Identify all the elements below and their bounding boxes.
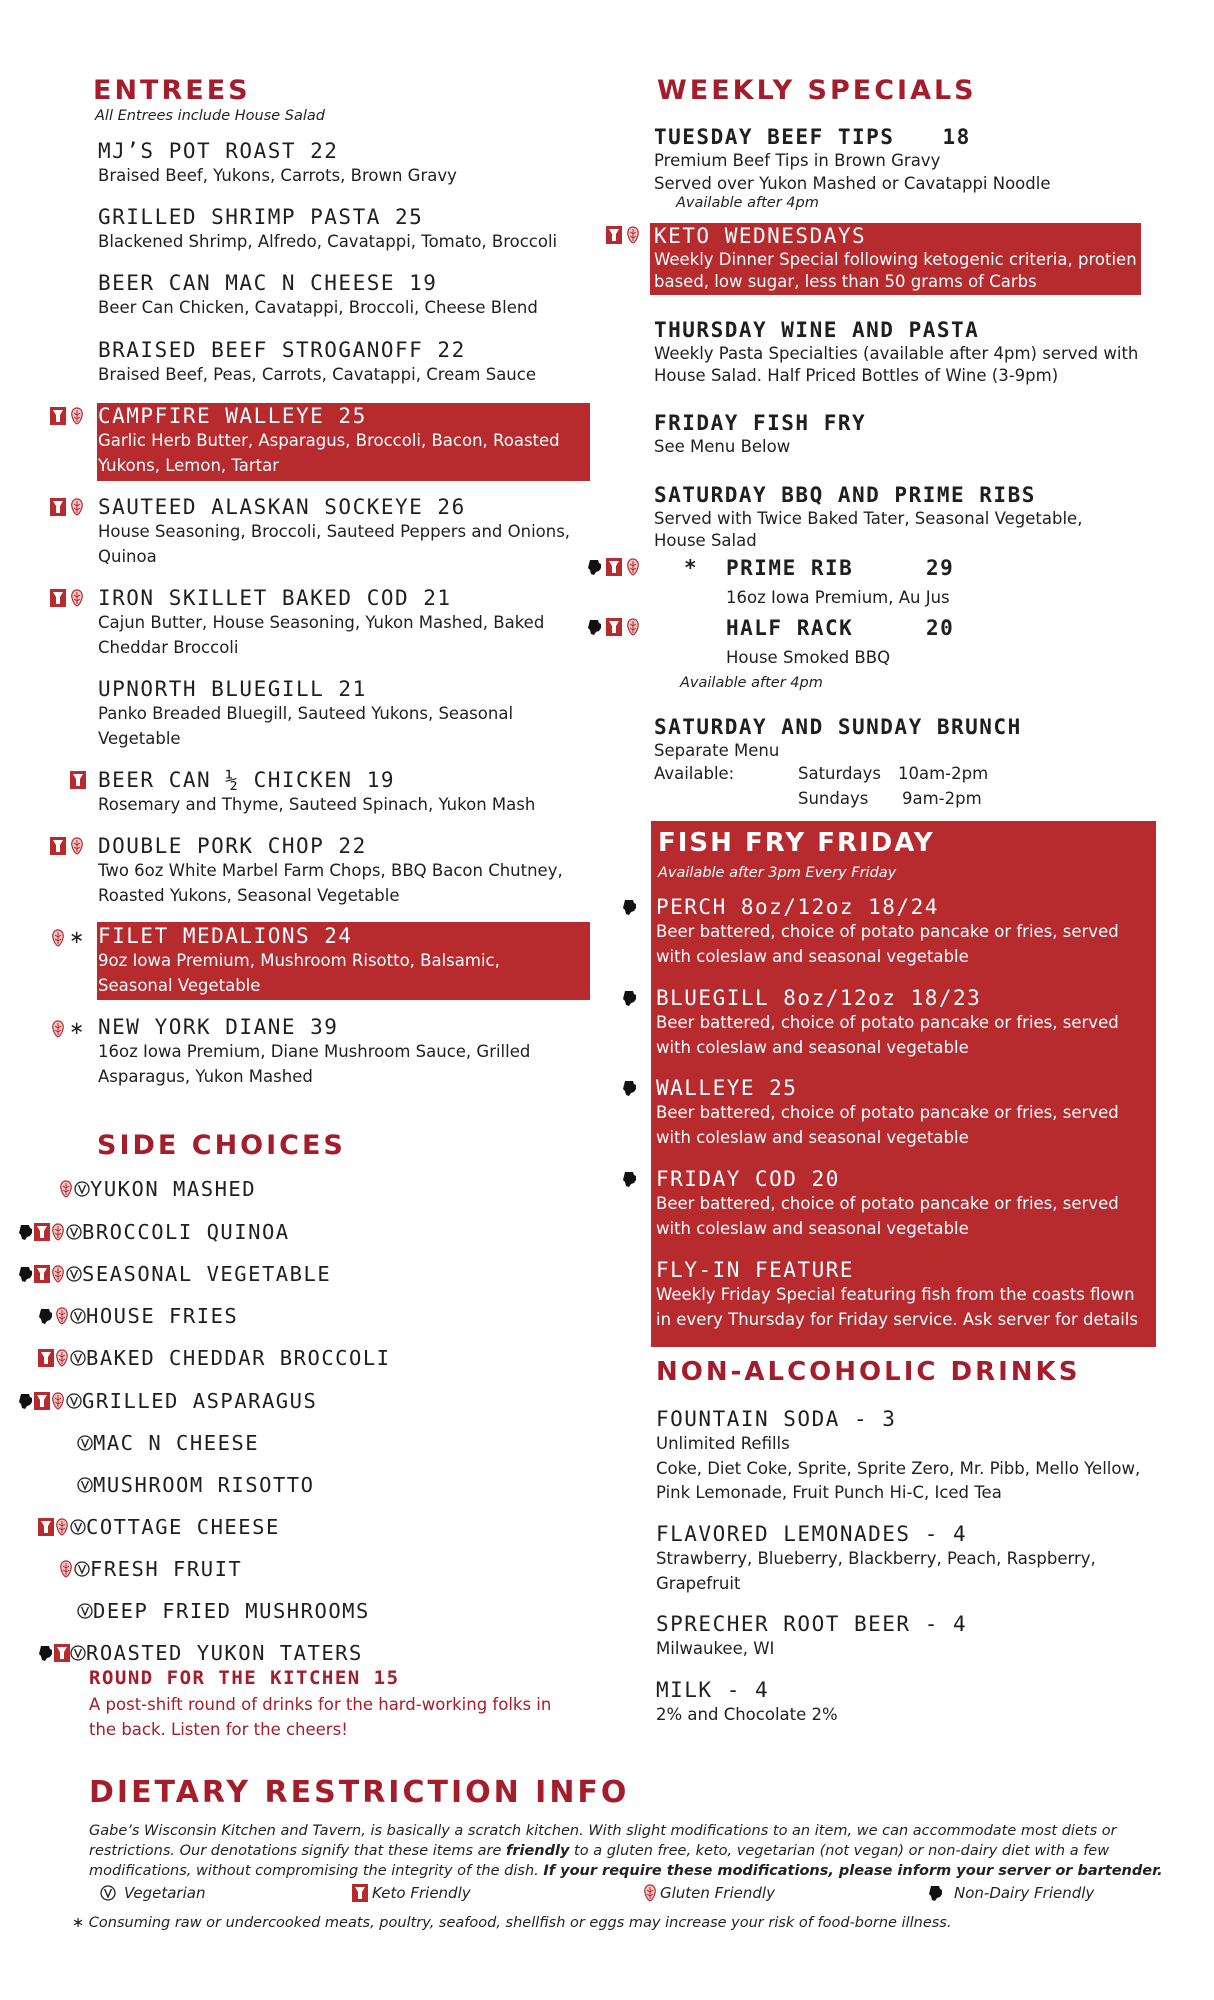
entrees-note: All Entrees include House Salad bbox=[95, 108, 325, 124]
entree-name: NEW YORK DIANE 39 bbox=[98, 1015, 339, 1039]
legend-vegetarian bbox=[100, 1884, 205, 1902]
non-dairy-icon bbox=[587, 618, 603, 636]
dietary-emphasis: friendly bbox=[506, 1843, 570, 1859]
non-dairy-icon bbox=[622, 1170, 638, 1188]
diet-icons bbox=[50, 927, 84, 948]
entree-item[interactable] bbox=[98, 139, 598, 189]
drink-item[interactable] bbox=[656, 1407, 1156, 1506]
entree-item[interactable] bbox=[98, 495, 598, 569]
fish-item[interactable] bbox=[656, 1167, 1151, 1241]
entree-desc: Braised Beef, Yukons, Carrots, Brown Gravy bbox=[98, 166, 457, 185]
fish-name: FLY-IN FEATURE bbox=[656, 1258, 855, 1282]
special-name: TUESDAY BEEF TIPS bbox=[654, 125, 895, 149]
side-item[interactable] bbox=[18, 1262, 331, 1286]
entree-desc: Blackened Shrimp, Alfredo, Cavatappi, Tomato, Broccoli bbox=[98, 232, 558, 251]
drink-desc: Milwaukee, WI bbox=[656, 1639, 775, 1658]
vegetarian-icon bbox=[70, 1307, 86, 1325]
gluten-friendly-icon bbox=[50, 1265, 66, 1283]
fish-name: WALLEYE 25 bbox=[656, 1076, 798, 1100]
side-item[interactable] bbox=[58, 1177, 256, 1201]
entree-name: SAUTEED ALASKAN SOCKEYE 26 bbox=[98, 495, 466, 519]
gluten-friendly-icon bbox=[50, 1020, 66, 1038]
brunch-day: Saturdays bbox=[798, 764, 881, 783]
vegetarian-icon bbox=[66, 1392, 82, 1410]
side-item[interactable] bbox=[38, 1641, 363, 1665]
legend-label: Non-Dairy Friendly bbox=[954, 1884, 1095, 1902]
non-dairy-icon bbox=[18, 1223, 34, 1241]
side-name: BROCCOLI QUINOA bbox=[82, 1220, 290, 1244]
entree-desc: Rosemary and Thyme, Sauteed Spinach, Yukon Mash bbox=[98, 795, 536, 814]
side-name: MAC N CHEESE bbox=[93, 1431, 260, 1455]
entree-desc: Garlic Herb Butter, Asparagus, Broccoli, Bacon, Roasted Yukons, Lemon, Tartar bbox=[98, 431, 560, 475]
brunch-day: Sundays bbox=[798, 788, 869, 808]
non-dairy-icon bbox=[622, 1079, 638, 1097]
diet-icons bbox=[587, 618, 641, 636]
round-for-kitchen-name[interactable]: ROUND FOR THE KITCHEN 15 bbox=[89, 1667, 400, 1689]
dietary-text: to a gluten free, keto, vegetarian (not vegan) or non-dairy diet with a few modifications, without compromising the integrity of the dish. bbox=[89, 1843, 1110, 1879]
keto-icon bbox=[70, 771, 86, 789]
keto-icon bbox=[606, 618, 622, 636]
special-thursday[interactable] bbox=[654, 318, 1154, 387]
entree-desc: Panko Breaded Bluegill, Sauteed Yukons, Seasonal Vegetable bbox=[98, 704, 514, 748]
side-name: DEEP FRIED MUSHROOMS bbox=[93, 1599, 370, 1623]
fish-name: PERCH 8oz/12oz 18/24 bbox=[656, 895, 939, 919]
entree-name: BEER CAN ½ CHICKEN 19 bbox=[98, 768, 396, 792]
drink-item[interactable] bbox=[656, 1678, 1126, 1728]
drink-item[interactable] bbox=[656, 1612, 1126, 1662]
side-item[interactable] bbox=[77, 1473, 314, 1497]
non-dairy-icon bbox=[18, 1392, 34, 1410]
special-friday[interactable] bbox=[654, 411, 1154, 458]
vegetarian-icon bbox=[70, 1644, 86, 1662]
vegetarian-icon bbox=[77, 1434, 93, 1452]
keto-icon bbox=[34, 1265, 50, 1283]
special-desc: See Menu Below bbox=[654, 437, 791, 456]
non-dairy-icon bbox=[18, 1265, 34, 1283]
gluten-friendly-icon bbox=[642, 1884, 658, 1902]
side-name: COTTAGE CHEESE bbox=[86, 1515, 280, 1539]
gluten-friendly-icon bbox=[50, 1223, 66, 1241]
keto-icon bbox=[50, 837, 66, 855]
entree-desc: Braised Beef, Peas, Carrots, Cavatappi, Cream Sauce bbox=[98, 365, 536, 384]
special-price: 29 bbox=[926, 556, 955, 580]
gluten-friendly-icon bbox=[625, 558, 641, 576]
vegetarian-icon bbox=[77, 1476, 93, 1494]
diet-icons bbox=[50, 1018, 84, 1039]
gluten-friendly-icon bbox=[54, 1307, 70, 1325]
entree-name: UPNORTH BLUEGILL 21 bbox=[98, 677, 367, 701]
dietary-instruction: If your require these modifications, please inform your server or bartender. bbox=[543, 1863, 1163, 1879]
side-item[interactable] bbox=[38, 1304, 238, 1328]
gluten-friendly-icon bbox=[58, 1180, 74, 1198]
fish-name: FRIDAY COD 20 bbox=[656, 1167, 840, 1191]
side-name: HOUSE FRIES bbox=[86, 1304, 239, 1328]
gluten-friendly-icon bbox=[69, 589, 85, 607]
side-name: FRESH FRUIT bbox=[90, 1557, 243, 1581]
entree-name: IRON SKILLET BAKED COD 21 bbox=[98, 586, 452, 610]
keto-icon bbox=[50, 589, 66, 607]
entree-item[interactable] bbox=[98, 834, 598, 908]
side-item[interactable] bbox=[18, 1389, 317, 1413]
vegetarian-icon bbox=[70, 1349, 86, 1367]
entree-item[interactable] bbox=[98, 205, 598, 255]
entree-item[interactable] bbox=[98, 768, 598, 818]
side-item[interactable] bbox=[77, 1599, 370, 1623]
entree-name: GRILLED SHRIMP PASTA 25 bbox=[98, 205, 424, 229]
drinks-heading: NON-ALCOHOLIC DRINKS bbox=[656, 1357, 1081, 1387]
keto-icon bbox=[606, 558, 622, 576]
gluten-friendly-icon bbox=[58, 1560, 74, 1578]
special-desc: Weekly Pasta Specialties (available after 4pm) served with House Salad. Half Priced Bottles of Wine (3-9pm) bbox=[654, 344, 1139, 385]
special-saturday[interactable] bbox=[654, 483, 1094, 552]
entree-name: MJ’S POT ROAST 22 bbox=[98, 139, 339, 163]
entree-item[interactable] bbox=[98, 271, 598, 321]
special-brunch[interactable] bbox=[654, 715, 1154, 811]
raw-warning-star: * bbox=[684, 556, 699, 580]
special-name: PRIME RIB bbox=[726, 556, 854, 580]
special-desc: Premium Beef Tips in Brown Gravy bbox=[654, 151, 941, 170]
drink-name: FOUNTAIN SODA - 3 bbox=[656, 1407, 897, 1431]
gluten-friendly-icon bbox=[625, 226, 641, 244]
non-dairy-icon bbox=[622, 898, 638, 916]
side-name: YUKON MASHED bbox=[90, 1177, 257, 1201]
drink-name: SPRECHER ROOT BEER - 4 bbox=[656, 1612, 968, 1636]
side-name: GRILLED ASPARAGUS bbox=[82, 1389, 318, 1413]
non-dairy-icon bbox=[38, 1644, 54, 1662]
vegetarian-icon bbox=[66, 1265, 82, 1283]
fish-fry-heading: FISH FRY FRIDAY bbox=[658, 828, 935, 858]
entree-item[interactable] bbox=[98, 924, 568, 998]
entree-item[interactable] bbox=[98, 404, 568, 478]
drink-desc: 2% and Chocolate 2% bbox=[656, 1705, 838, 1724]
sides-heading: SIDE CHOICES bbox=[97, 1130, 346, 1161]
diet-icons bbox=[50, 837, 85, 855]
drink-name: FLAVORED LEMONADES - 4 bbox=[656, 1522, 968, 1546]
specials-heading: WEEKLY SPECIALS bbox=[657, 75, 977, 106]
raw-warning-star: ∗ bbox=[69, 1018, 85, 1039]
entree-name: CAMPFIRE WALLEYE 25 bbox=[98, 404, 367, 428]
entree-name: FILET MEDALIONS 24 bbox=[98, 924, 353, 948]
gluten-friendly-icon bbox=[54, 1518, 70, 1536]
entree-item[interactable] bbox=[98, 677, 598, 751]
entree-item[interactable] bbox=[98, 586, 598, 660]
special-desc: Separate Menu bbox=[654, 741, 780, 760]
special-prime-rib[interactable] bbox=[684, 556, 1104, 611]
special-name: SATURDAY BBQ AND PRIME RIBS bbox=[654, 483, 1036, 507]
side-name: MUSHROOM RISOTTO bbox=[93, 1473, 315, 1497]
brunch-time: 9am-2pm bbox=[902, 788, 982, 808]
vegetarian-icon bbox=[74, 1560, 90, 1578]
special-tuesday[interactable] bbox=[654, 125, 1154, 211]
diet-icons bbox=[50, 498, 85, 516]
dietary-text: Gabe’s Wisconsin Kitchen and Tavern, is basically a scratch kitchen. With slight modifications to an item, we can accommodate most diets or restrictions. Our denotations signify that these items are bbox=[89, 1823, 1117, 1859]
side-item[interactable] bbox=[77, 1431, 259, 1455]
non-dairy-icon bbox=[38, 1307, 54, 1325]
legend-label: Vegetarian bbox=[124, 1884, 206, 1902]
side-name: SEASONAL VEGETABLE bbox=[82, 1262, 332, 1286]
entree-desc: Cajun Butter, House Seasoning, Yukon Mashed, Baked Cheddar Broccoli bbox=[98, 613, 545, 657]
dietary-body bbox=[89, 1821, 1169, 1881]
special-name: HALF RACK bbox=[726, 616, 854, 640]
entree-desc: Beer Can Chicken, Cavatappi, Broccoli, Cheese Blend bbox=[98, 298, 538, 317]
round-for-kitchen-desc: A post-shift round of drinks for the hard-working folks in the back. Listen for the cheers! bbox=[89, 1695, 552, 1739]
fish-desc: Beer battered, choice of potato pancake or fries, served with coleslaw and seasonal vegetable bbox=[656, 1194, 1119, 1238]
side-name: ROASTED YUKON TATERS bbox=[86, 1641, 363, 1665]
special-name: SATURDAY AND SUNDAY BRUNCH bbox=[654, 715, 1022, 739]
fish-item[interactable] bbox=[656, 986, 1151, 1060]
gluten-friendly-icon bbox=[625, 618, 641, 636]
dietary-heading: DIETARY RESTRICTION INFO bbox=[89, 1775, 630, 1810]
raw-food-warning: ∗ Consuming raw or undercooked meats, poultry, seafood, shellfish or eggs may increase your risk of food-borne illness. bbox=[72, 1915, 952, 1931]
non-dairy-icon bbox=[587, 558, 603, 576]
keto-icon bbox=[352, 1884, 368, 1902]
fish-desc: Beer battered, choice of potato pancake or fries, served with coleslaw and seasonal vegetable bbox=[656, 1013, 1119, 1057]
side-item[interactable] bbox=[38, 1515, 280, 1539]
legend-non-dairy bbox=[928, 1884, 1094, 1902]
gluten-friendly-icon bbox=[69, 837, 85, 855]
entree-name: BEER CAN MAC N CHEESE 19 bbox=[98, 271, 438, 295]
diet-icons bbox=[606, 226, 641, 244]
brunch-time: 10am-2pm bbox=[898, 764, 989, 783]
diet-icons bbox=[587, 558, 641, 576]
special-name: THURSDAY WINE AND PASTA bbox=[654, 318, 980, 342]
diet-icons bbox=[50, 589, 85, 607]
entree-desc: 9oz Iowa Premium, Mushroom Risotto, Balsamic, Seasonal Vegetable bbox=[98, 951, 500, 995]
legend-gluten bbox=[642, 1884, 775, 1902]
entree-desc: Two 6oz White Marbel Farm Chops, BBQ Bacon Chutney, Roasted Yukons, Seasonal Vegetable bbox=[98, 861, 563, 905]
special-desc: Served over Yukon Mashed or Cavatappi Noodle bbox=[654, 174, 1051, 193]
brunch-available-label: Available: bbox=[654, 764, 735, 783]
legend-label: Keto Friendly bbox=[372, 1884, 471, 1902]
side-name: BAKED CHEDDAR BROCCOLI bbox=[86, 1346, 391, 1370]
side-item[interactable] bbox=[58, 1557, 242, 1581]
entree-item[interactable] bbox=[98, 338, 598, 388]
special-desc: Weekly Dinner Special following ketogenic criteria, protien based, low sugar, less than 50 grams of Carbs bbox=[654, 250, 1137, 291]
gluten-friendly-icon bbox=[54, 1349, 70, 1367]
gluten-friendly-icon bbox=[69, 498, 85, 516]
diet-icons bbox=[70, 771, 86, 789]
gluten-friendly-icon bbox=[50, 1392, 66, 1410]
special-half-rack[interactable] bbox=[726, 616, 1106, 671]
fish-fry-note: Available after 3pm Every Friday bbox=[658, 865, 897, 881]
fish-desc: Weekly Friday Special featuring fish from the coasts flown in every Thursday for Friday service. Ask server for details bbox=[656, 1285, 1138, 1329]
special-name: KETO WEDNESDAYS bbox=[654, 224, 867, 248]
special-desc: House Smoked BBQ bbox=[726, 648, 891, 667]
raw-warning-star: ∗ bbox=[69, 927, 85, 948]
keto-icon bbox=[54, 1644, 70, 1662]
entree-desc: 16oz Iowa Premium, Diane Mushroom Sauce, Grilled Asparagus, Yukon Mashed bbox=[98, 1042, 531, 1086]
drink-item[interactable] bbox=[656, 1522, 1126, 1596]
entrees-heading: ENTREES bbox=[93, 75, 251, 106]
non-dairy-icon bbox=[928, 1884, 944, 1902]
special-desc: 16oz Iowa Premium, Au Jus bbox=[726, 588, 950, 607]
drink-desc: Coke, Diet Coke, Sprite, Sprite Zero, Mr. Pibb, Mello Yellow, Pink Lemonade, Fruit Punch Hi-C, Iced Tea bbox=[656, 1458, 1141, 1502]
special-price: 18 bbox=[942, 125, 971, 149]
vegetarian-icon bbox=[74, 1180, 90, 1198]
keto-icon bbox=[34, 1392, 50, 1410]
fish-desc: Beer battered, choice of potato pancake or fries, served with coleslaw and seasonal vegetable bbox=[656, 922, 1119, 966]
fish-item[interactable] bbox=[656, 1076, 1151, 1150]
special-note: Available after 4pm bbox=[676, 195, 819, 211]
drink-desc: Strawberry, Blueberry, Blackberry, Peach, Raspberry, Grapefruit bbox=[656, 1549, 1096, 1593]
side-item[interactable] bbox=[18, 1220, 290, 1244]
vegetarian-icon bbox=[70, 1518, 86, 1536]
fish-item[interactable] bbox=[656, 895, 1151, 969]
keto-icon bbox=[50, 407, 66, 425]
drink-name: MILK - 4 bbox=[656, 1678, 770, 1702]
side-item[interactable] bbox=[38, 1346, 391, 1370]
drink-desc: Unlimited Refills bbox=[656, 1434, 790, 1453]
diet-icons bbox=[50, 407, 85, 425]
vegetarian-icon bbox=[100, 1884, 116, 1902]
entree-name: BRAISED BEEF STROGANOFF 22 bbox=[98, 338, 466, 362]
entree-item[interactable] bbox=[98, 1015, 598, 1089]
legend-label: Gluten Friendly bbox=[660, 1884, 775, 1902]
vegetarian-icon bbox=[66, 1223, 82, 1241]
keto-icon bbox=[606, 226, 622, 244]
gluten-friendly-icon bbox=[69, 407, 85, 425]
fish-item[interactable] bbox=[656, 1258, 1151, 1332]
fish-desc: Beer battered, choice of potato pancake or fries, served with coleslaw and seasonal vegetable bbox=[656, 1103, 1119, 1147]
keto-icon bbox=[50, 498, 66, 516]
special-note: Available after 4pm bbox=[680, 675, 823, 691]
fish-name: BLUEGILL 8oz/12oz 18/23 bbox=[656, 986, 982, 1010]
keto-icon bbox=[38, 1518, 54, 1536]
non-dairy-icon bbox=[622, 989, 638, 1007]
vegetarian-icon bbox=[77, 1602, 93, 1620]
gluten-friendly-icon bbox=[50, 929, 66, 947]
special-desc: Served with Twice Baked Tater, Seasonal Vegetable, House Salad bbox=[654, 509, 1083, 550]
special-keto[interactable] bbox=[654, 224, 1138, 293]
special-price: 20 bbox=[926, 616, 955, 640]
keto-icon bbox=[38, 1349, 54, 1367]
entree-desc: House Seasoning, Broccoli, Sauteed Peppers and Onions, Quinoa bbox=[98, 522, 571, 566]
special-name: FRIDAY FISH FRY bbox=[654, 411, 867, 435]
keto-icon bbox=[34, 1223, 50, 1241]
entree-name: DOUBLE PORK CHOP 22 bbox=[98, 834, 367, 858]
legend-keto bbox=[352, 1884, 471, 1902]
